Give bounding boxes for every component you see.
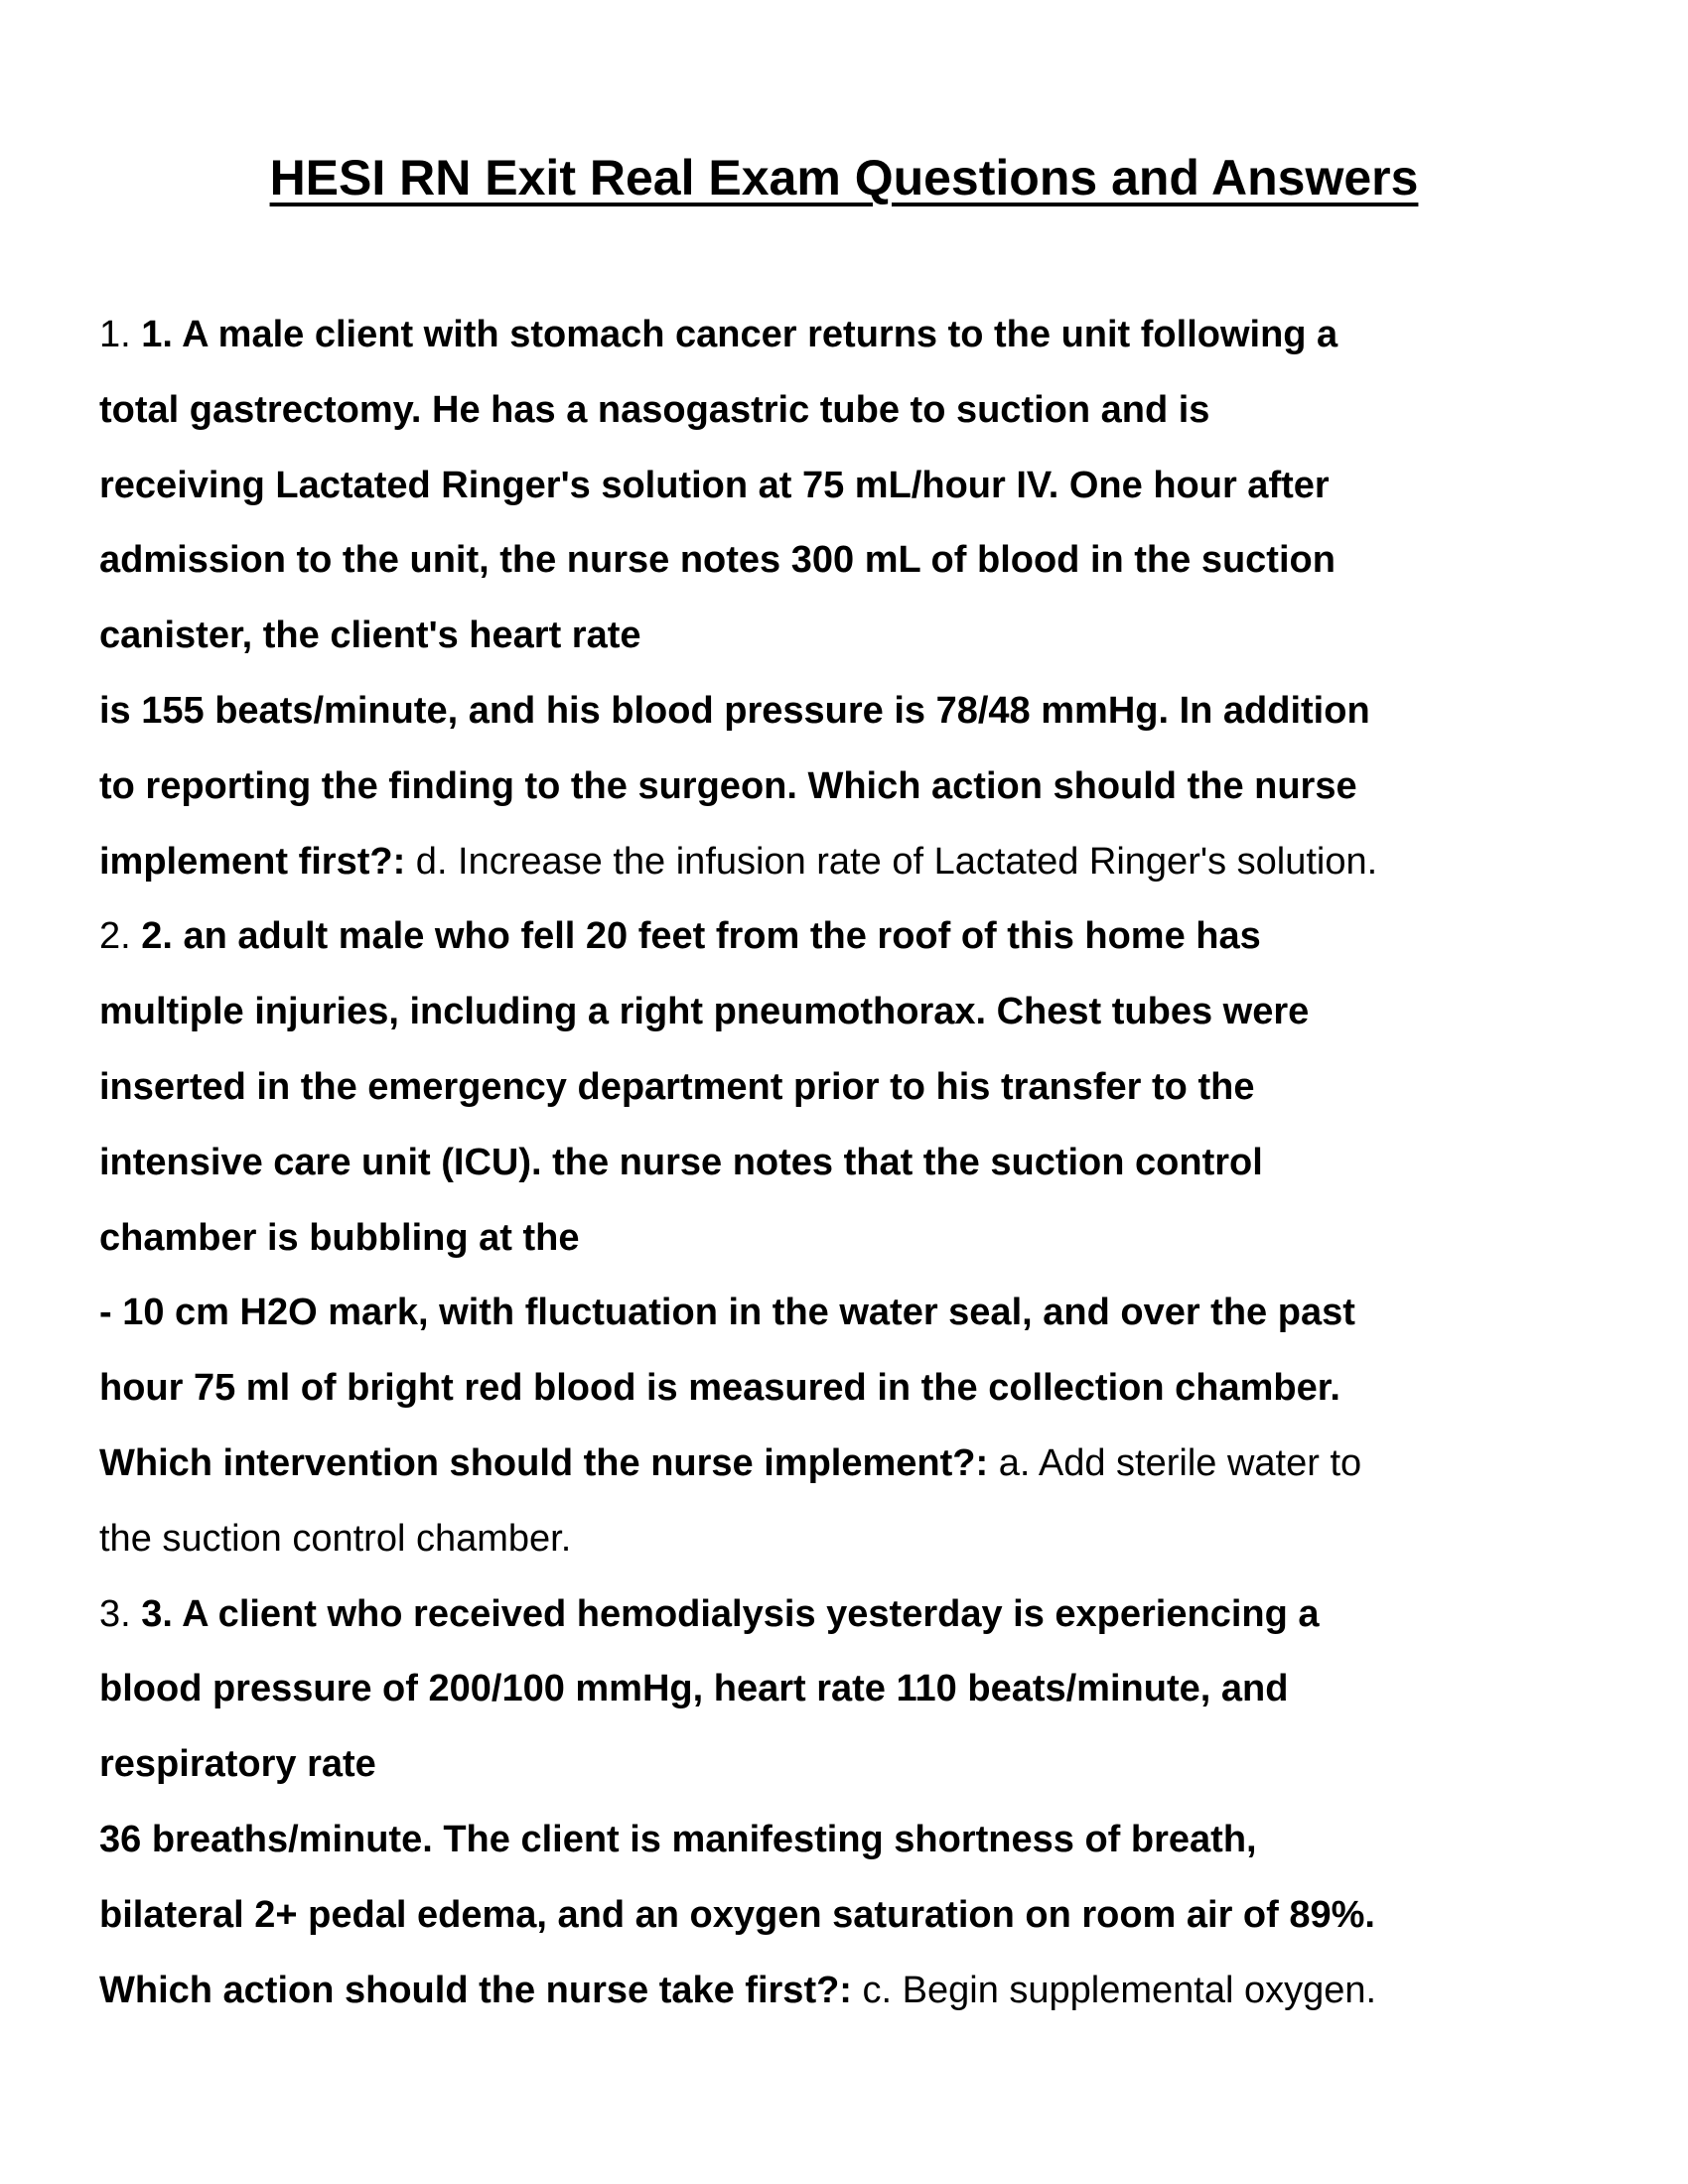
question-number: 2. bbox=[99, 915, 142, 958]
question-line bbox=[99, 298, 1648, 373]
question-line: respiratory rate bbox=[99, 1743, 376, 1786]
question-text: 2. an adult male who fell 20 feet from the roof of this home has bbox=[141, 915, 1261, 958]
question-line bbox=[99, 1954, 1648, 2029]
question-prompt: implement first?: bbox=[99, 840, 406, 883]
answer-text: a. Add sterile water to bbox=[988, 1441, 1362, 1484]
question-line: hour 75 ml of bright red blood is measured in the collection chamber. bbox=[99, 1367, 1340, 1410]
question-line bbox=[99, 825, 1648, 900]
question-line bbox=[99, 1577, 1648, 1653]
question-line: inserted in the emergency department prior to his transfer to the bbox=[99, 1065, 1255, 1108]
question-line: 36 breaths/minute. The client is manifesting shortness of breath, bbox=[99, 1818, 1257, 1860]
question-prompt: Which action should the nurse take first?: bbox=[99, 1969, 852, 2011]
question-text: 3. A client who received hemodialysis yesterday is experiencing a bbox=[141, 1592, 1320, 1635]
question-line: bilateral 2+ pedal edema, and an oxygen saturation on room air of 89%. bbox=[99, 1893, 1375, 1936]
question-line: admission to the unit, the nurse notes 300 mL of blood in the suction bbox=[99, 539, 1336, 582]
question-2 bbox=[99, 899, 1648, 1576]
question-number: 3. bbox=[99, 1592, 142, 1635]
question-line: to reporting the finding to the surgeon. Which action should the nurse bbox=[99, 764, 1357, 807]
answer-text-continued: the suction control chamber. bbox=[99, 1517, 572, 1560]
question-number: 1. bbox=[99, 314, 142, 355]
question-line bbox=[99, 899, 1648, 975]
question-prompt: Which intervention should the nurse implement?: bbox=[99, 1441, 989, 1484]
question-line: intensive care unit (ICU). the nurse notes that the suction control bbox=[99, 1141, 1263, 1183]
document-title: HESI RN Exit Real Exam Questions and Answers bbox=[269, 150, 1419, 205]
question-3 bbox=[99, 1577, 1648, 2029]
answer-text: d. Increase the infusion rate of Lactated Ringer's solution. bbox=[405, 840, 1378, 883]
question-text: 1. A male client with stomach cancer returns to the unit following a bbox=[141, 314, 1338, 355]
question-line: multiple injuries, including a right pneumothorax. Chest tubes were bbox=[99, 991, 1310, 1033]
question-line: blood pressure of 200/100 mmHg, heart rate 110 beats/minute, and bbox=[99, 1668, 1289, 1710]
question-line: is 155 beats/minute, and his blood pressure is 78/48 mmHg. In addition bbox=[99, 689, 1370, 732]
question-line: total gastrectomy. He has a nasogastric tube to suction and is bbox=[99, 388, 1210, 431]
question-line: canister, the client's heart rate bbox=[99, 614, 641, 657]
question-line bbox=[99, 1427, 1648, 1502]
answer-text: c. Begin supplemental oxygen. bbox=[851, 1969, 1377, 2011]
question-line: - 10 cm H2O mark, with fluctuation in the water seal, and over the past bbox=[99, 1292, 1355, 1334]
question-1 bbox=[99, 298, 1648, 899]
question-line: chamber is bubbling at the bbox=[99, 1216, 580, 1259]
document-body bbox=[99, 298, 1648, 2028]
question-line: receiving Lactated Ringer's solution at 75 mL/hour IV. One hour after bbox=[99, 464, 1330, 506]
